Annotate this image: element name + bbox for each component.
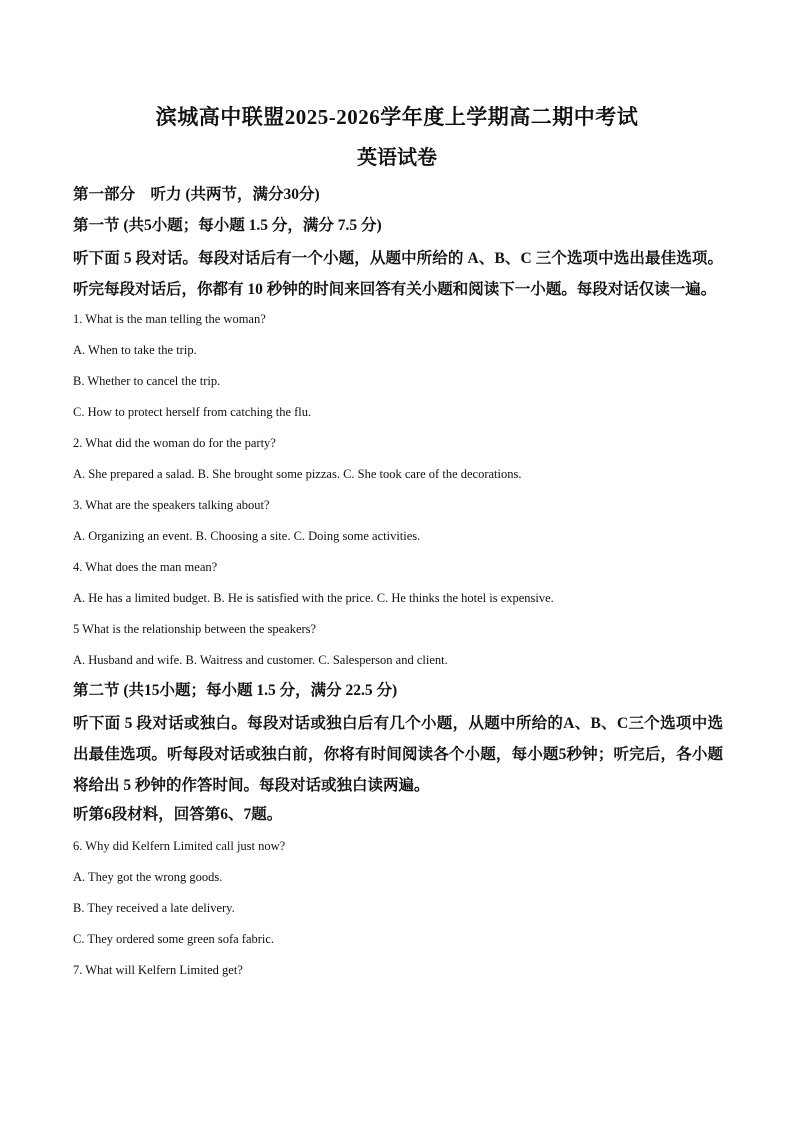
- question-1-option-a: A. When to take the trip.: [73, 343, 197, 357]
- question-6-option-a: A. They got the wrong goods.: [73, 870, 223, 884]
- section2-heading: 第二节 (共15小题；每小题 1.5 分，满分 22.5 分): [73, 682, 398, 699]
- question-6-option-c: C. They ordered some green sofa fabric.: [73, 932, 275, 946]
- question-4: 4. What does the man mean?: [73, 560, 218, 574]
- section1-heading: 第一节 (共5小题；每小题 1.5 分，满分 7.5 分): [73, 217, 382, 234]
- question-1: 1. What is the man telling the woman?: [73, 312, 266, 326]
- question-5: 5 What is the relationship between the speakers?: [73, 622, 317, 636]
- question-2: 2. What did the woman do for the party?: [73, 436, 276, 450]
- exam-content: [73, 181, 723, 987]
- exam-title: 滨城高中联盟2025-2026学年度上学期高二期中考试: [155, 105, 639, 129]
- question-1-option-c: C. How to protect herself from catching the flu.: [73, 405, 312, 419]
- question-5-options: A. Husband and wife. B. Waitress and customer. C. Salesperson and client.: [73, 653, 448, 667]
- question-4-options: A. He has a limited budget. B. He is satisfied with the price. C. He thinks the hotel is expensive.: [73, 591, 554, 605]
- question-6: 6. Why did Kelfern Limited call just now?: [73, 839, 286, 853]
- section2-instructions: 听下面 5 段对话或独白。每段对话或独白后有几个小题，从题中所给的A、B、C三个选项中选出最佳选项。听每段对话或独白前，你将有时间阅读各个小题，每小题5秒钟；听完后，各小题将给出 5 秒钟的作答时间。每段对话或独白读两遍。: [73, 715, 723, 794]
- material-6-heading: 听第6段材料，回答第6、7题。: [73, 806, 283, 823]
- question-6-option-b: B. They received a late delivery.: [73, 901, 235, 915]
- section1-instructions: 听下面 5 段对话。每段对话后有一个小题，从题中所给的 A、B、C 三个选项中选出最佳选项。听完每段对话后，你都有 10 秒钟的时间来回答有关小题和阅读下一小题。每段对话仅读一遍。: [73, 250, 723, 298]
- question-1-option-b: B. Whether to cancel the trip.: [73, 374, 221, 388]
- question-3: 3. What are the speakers talking about?: [73, 498, 270, 512]
- exam-subtitle: 英语试卷: [357, 147, 437, 169]
- part1-heading: 第一部分 听力 (共两节，满分30分): [73, 186, 320, 203]
- question-7: 7. What will Kelfern Limited get?: [73, 963, 243, 977]
- question-2-options: A. She prepared a salad. B. She brought some pizzas. C. She took care of the decorations.: [73, 467, 522, 481]
- question-3-options: A. Organizing an event. B. Choosing a site. C. Doing some activities.: [73, 529, 421, 543]
